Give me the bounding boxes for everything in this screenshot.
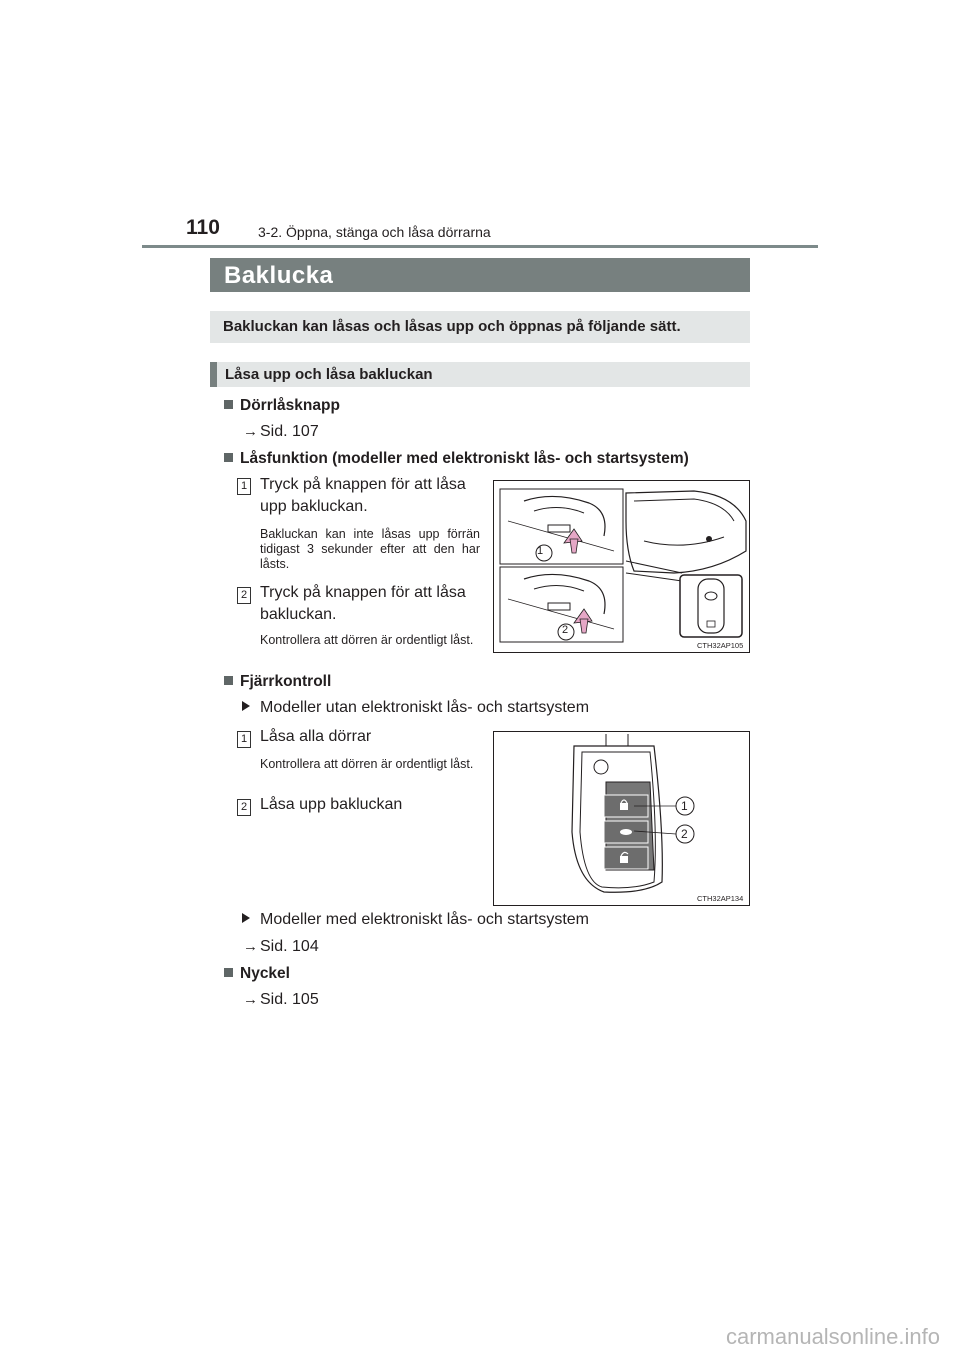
remote-variant-2: Modeller med elektroniskt lås- och startsystem: [242, 911, 589, 929]
door-button-ref[interactable]: → Sid. 107: [243, 423, 319, 440]
step-number-1: 1: [237, 478, 251, 495]
tailgate-illustration: [494, 481, 749, 652]
arrow-right-icon: →: [243, 938, 258, 955]
remote-figure-code: CTH32AP134: [697, 894, 744, 903]
triangle-bullet-icon: [242, 701, 250, 711]
remote-callout-1: 1: [681, 799, 688, 813]
intro-text: Bakluckan kan låsas och låsas upp och öppnas på följande sätt.: [223, 318, 681, 335]
page-title: Baklucka: [224, 262, 334, 289]
triangle-bullet-icon: [242, 913, 250, 923]
remote-variant-2-ref[interactable]: → Sid. 104: [243, 938, 319, 955]
remote-step-1-note: Kontrollera att dörren är ordentligt låst.: [260, 757, 474, 771]
square-bullet-icon: [224, 676, 233, 685]
heading-smart-lock: Låsfunktion (modeller med elektroniskt lås- och startsystem): [224, 450, 689, 468]
square-bullet-icon: [224, 453, 233, 462]
arrow-right-icon: →: [243, 991, 258, 1008]
figure-code: CTH32AP105: [697, 641, 744, 650]
watermark: carmanualsonline.info: [725, 1324, 940, 1349]
title-bar: [210, 258, 750, 292]
remote-callout-2: 2: [681, 827, 688, 841]
section-header: 3-2. Öppna, stänga och låsa dörrarna: [258, 224, 491, 240]
figure-remote: [493, 731, 750, 906]
callout-1: 1: [537, 545, 544, 557]
remote-key-illustration: [494, 732, 749, 905]
key-ref[interactable]: → Sid. 105: [243, 991, 319, 1008]
subsection-bar: [210, 362, 750, 387]
square-bullet-icon: [224, 968, 233, 977]
subsection-title: Låsa upp och låsa bakluckan: [225, 366, 433, 383]
step-1-note: Bakluckan kan inte låsas upp förrän tidigast 3 sekunder efter att den har låsts.: [260, 527, 480, 571]
step-2-note: Kontrollera att dörren är ordentligt låst.: [260, 633, 474, 647]
subsection-accent: [210, 362, 217, 387]
remote-step-2-text: Låsa upp bakluckan: [260, 796, 403, 813]
page-number: 110: [186, 216, 220, 239]
step-number-2: 2: [237, 587, 251, 604]
heading-door-button: Dörrlåsknapp: [224, 397, 340, 415]
remote-step-number-2: 2: [237, 799, 251, 816]
heading-remote: Fjärrkontroll: [224, 673, 331, 691]
arrow-right-icon: →: [243, 423, 258, 440]
step-2-text: Tryck på knappen för att låsa bakluckan.: [260, 584, 466, 623]
step-1-text: Tryck på knappen för att låsa upp bakluckan.: [260, 476, 466, 515]
square-bullet-icon: [224, 400, 233, 409]
heading-key: Nyckel: [224, 965, 290, 983]
callout-2: 2: [562, 624, 569, 636]
figure-tailgate: [493, 480, 750, 653]
header-rule: [142, 245, 818, 248]
intro-bar: [210, 311, 750, 343]
remote-step-1-text: Låsa alla dörrar: [260, 728, 372, 745]
remote-variant-1: Modeller utan elektroniskt lås- och startsystem: [242, 699, 589, 717]
remote-step-number-1: 1: [237, 731, 251, 748]
